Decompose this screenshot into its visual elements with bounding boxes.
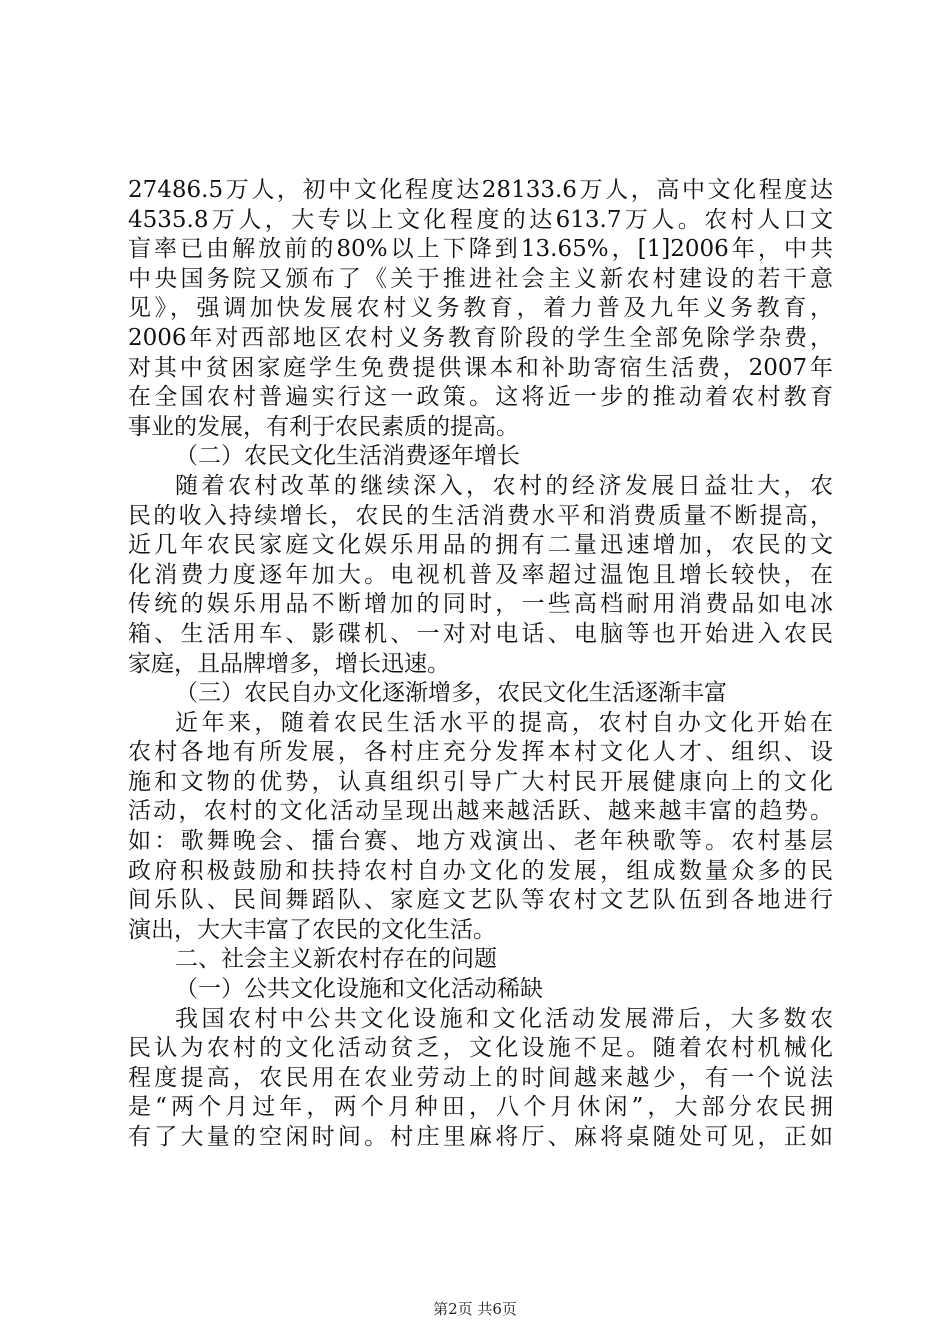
text-line: 4535.8万人，大专以上文化程度的达613.7万人。农村人口文: [128, 206, 833, 233]
text-line: 程度提高，农民用在农业劳动上的时间越来越少，有一个说法: [128, 1064, 833, 1091]
text-line: 近几年农民家庭文化娱乐用品的拥有二量迅速增加，农民的文: [128, 532, 833, 559]
text-line: 2006年对西部地区农村义务教育阶段的学生全部免除学杂费，: [128, 324, 833, 351]
text-line: 近年来，随着农民生活水平的提高，农村自办文化开始在: [175, 709, 833, 736]
text-line: 化消费力度逐年加大。电视机普及率超过温饱且增长较快，在: [128, 561, 833, 588]
text-line: 我国农村中公共文化设施和文化活动发展滞后，大多数农: [175, 1005, 833, 1032]
text-line: 家庭，且品牌增多，增长迅速。: [128, 650, 450, 677]
text-line: 在全国农村普遍实行这一政策。这将近一步的推动着农村教育: [128, 384, 833, 411]
text-line: 政府积极鼓励和扶持农村自办文化的发展，组成数量众多的民: [128, 857, 833, 884]
section-heading: （一）公共文化设施和文化活动稀缺: [175, 976, 543, 1003]
text-line: 盲率已由解放前的80%以上下降到13.65%，[1]2006年，中共: [128, 236, 833, 263]
text-line: 中央国务院又颁布了《关于推进社会主义新农村建设的若干意: [128, 265, 833, 292]
text-line: 随着农村改革的继续深入，农村的经济发展日益壮大，农: [175, 472, 833, 499]
text-line: 有了大量的空闲时间。村庄里麻将厅、麻将桌随处可见，正如: [128, 1124, 833, 1150]
chapter-heading: 二、社会主义新农村存在的问题: [175, 946, 497, 973]
text-line: 活动，农村的文化活动呈现出越来越活跃、越来越丰富的趋势。: [128, 798, 833, 825]
section-heading: （三）农民自办文化逐渐增多，农民文化生活逐渐丰富: [175, 680, 727, 707]
text-line: 27486.5万人，初中文化程度达28133.6万人，高中文化程度达: [128, 177, 833, 203]
text-line: 箱、生活用车、影碟机、一对对电话、电脑等也开始进入农民: [128, 620, 833, 647]
text-line: 事业的发展，有利于农民素质的提高。: [128, 413, 519, 440]
text-line: 对其中贫困家庭学生免费提供课本和补助寄宿生活费，2007年: [128, 354, 833, 381]
text-line: 民认为农村的文化活动贫乏，文化设施不足。随着农村机械化: [128, 1035, 833, 1062]
text-line: 是“两个月过年，两个月种田，八个月休闲”，大部分农民拥: [128, 1094, 833, 1121]
text-line: 施和文物的优势，认真组织引导广大村民开展健康向上的文化: [128, 768, 833, 795]
text-line: 传统的娱乐用品不断增加的同时，一些高档耐用消费品如电冰: [128, 591, 833, 618]
text-line: 见》，强调加快发展农村义务教育，着力普及九年义务教育，: [128, 295, 833, 322]
section-heading: （二）农民文化生活消费逐年增长: [175, 443, 520, 470]
text-line: 民的收入持续增长，农民的生活消费水平和消费质量不断提高，: [128, 502, 833, 529]
body-text: [128, 176, 833, 1153]
text-line: 如：歌舞晚会、擂台赛、地方戏演出、老年秧歌等。农村基层: [128, 828, 833, 855]
text-line: 演出，大大丰富了农民的文化生活。: [128, 916, 496, 943]
text-line: 间乐队、民间舞蹈队、家庭文艺队等农村文艺队伍到各地进行: [128, 887, 833, 914]
page-number-footer: 第2页 共6页: [433, 1300, 517, 1318]
text-line: 农村各地有所发展，各村庄充分发挥本村文化人才、组织、设: [128, 739, 833, 766]
